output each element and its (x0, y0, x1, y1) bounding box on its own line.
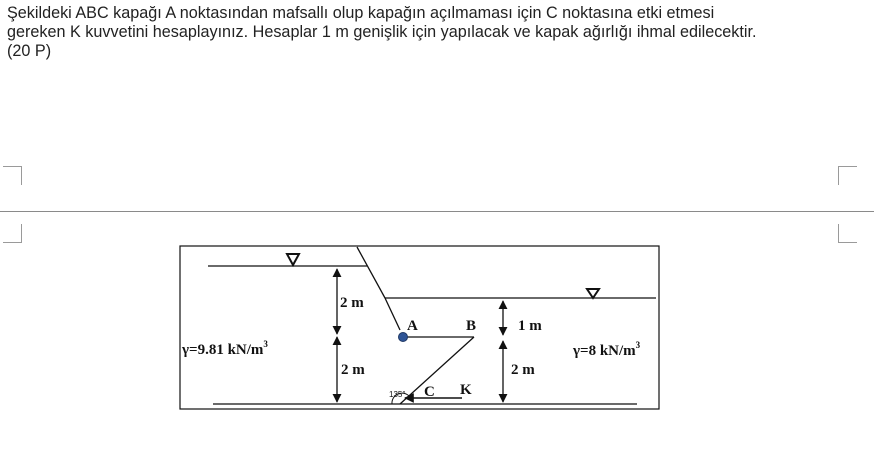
angle-label: 135° (389, 390, 406, 399)
inclined-wall (357, 247, 385, 298)
left-gamma-label: γ=9.81 $kN/m^3$ (182, 339, 268, 358)
question-line-2: gereken K kuvvetini hesaplayınız. Hesaplar 1 m genişlik için yapılacak ve kapak ağırlığı ihmal edilecektir. (7, 23, 757, 41)
right-gamma-label: γ=8 $kN/m^3$ (573, 340, 641, 359)
left-depth-bottom-label: 2 m (341, 362, 365, 378)
question-line-1: Şekildeki ABC kapağı A noktasından mafsallı olup kapağın açılmaması için C noktasına etki etmesi (7, 4, 715, 22)
left-depth-top-label: 2 m (340, 295, 364, 311)
diagram-frame (180, 246, 659, 409)
point-C-label: C (424, 384, 435, 400)
force-K-label: K (460, 382, 472, 398)
wall-step (385, 298, 400, 330)
right-free-surface-icon (587, 289, 599, 298)
right-depth-top-label: 1 m (518, 318, 542, 334)
left-free-surface-icon (287, 254, 299, 265)
point-A-label: A (407, 318, 418, 334)
point-B-label: B (466, 318, 477, 334)
question-points: (20 P) (7, 42, 52, 60)
right-depth-bottom-label: 2 m (511, 362, 535, 378)
